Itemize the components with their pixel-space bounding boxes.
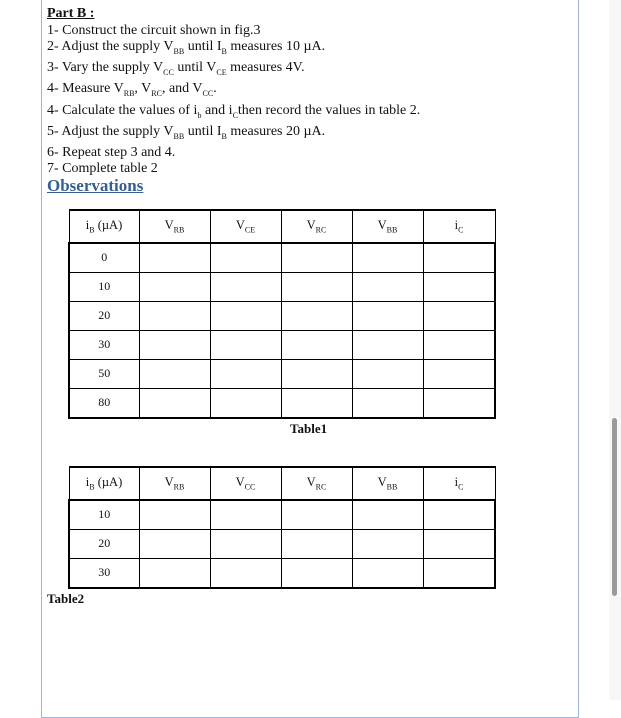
table-2-caption: Table2 [47, 591, 85, 606]
ib-value: 20 [69, 301, 139, 330]
table-cell[interactable] [210, 301, 281, 330]
table-cell[interactable] [423, 359, 495, 388]
step-4: 4- Measure $V_{RB}$, $V_{RC}$, and $V_{CC}$. [47, 81, 217, 99]
table-cell[interactable] [210, 529, 281, 558]
table-cell[interactable] [352, 558, 423, 588]
table-cell[interactable] [352, 301, 423, 330]
ib-value: 80 [69, 388, 139, 418]
step-5: 5- Adjust the supply $V_{BB}$ until $I_B$ measures 20 µA. [47, 123, 326, 141]
table-row [69, 243, 495, 272]
table-cell[interactable] [352, 272, 423, 301]
table-cell[interactable] [423, 388, 495, 418]
table-row [69, 558, 495, 588]
table-2-header-row [69, 467, 495, 500]
step-6: 6- Repeat step 3 and 4. [47, 144, 176, 160]
table-row [69, 500, 495, 529]
table-cell[interactable] [423, 243, 495, 272]
table-row [69, 272, 495, 301]
table-cell[interactable] [139, 500, 210, 529]
table-cell[interactable] [139, 529, 210, 558]
col-header-ic: $i_C$ [423, 467, 495, 500]
table-cell[interactable] [139, 359, 210, 388]
table-cell[interactable] [210, 388, 281, 418]
table-cell[interactable] [210, 500, 281, 529]
step-2: 2- Adjust the supply $V_{BB}$ until $I_B$ measures 10 µA. [47, 39, 326, 57]
part-b-title: Part B : [47, 6, 95, 21]
table-row [69, 301, 495, 330]
scrollbar-track[interactable] [609, 0, 621, 700]
table-cell[interactable] [210, 272, 281, 301]
table-1-caption: Table1 [290, 421, 328, 436]
table-cell[interactable] [352, 330, 423, 359]
table-cell[interactable] [423, 330, 495, 359]
ib-value: 20 [69, 529, 139, 558]
table-cell[interactable] [352, 500, 423, 529]
table-cell[interactable] [210, 359, 281, 388]
table-cell[interactable] [139, 272, 210, 301]
step-1: 1- Construct the circuit shown in fig.3 [47, 23, 261, 38]
ib-value: 10 [69, 500, 139, 529]
col-header-vcc: $V_{CC}$ [210, 467, 281, 500]
ib-value: 30 [69, 330, 139, 359]
table-1-header-row [69, 210, 495, 243]
scrollbar-thumb[interactable] [612, 418, 617, 596]
table-cell[interactable] [139, 388, 210, 418]
table-cell[interactable] [423, 301, 495, 330]
steps-list [47, 23, 420, 177]
table-cell[interactable] [281, 359, 352, 388]
table-cell[interactable] [423, 500, 495, 529]
col-header-vrc: $V_{RC}$ [281, 210, 352, 243]
table-1 [68, 209, 496, 419]
step-4b: 4- Calculate the values of $i_b$ and $i_Cthen$ record the values in table 2. [47, 102, 421, 120]
col-header-vbb: $V_{BB}$ [352, 210, 423, 243]
ib-value: 0 [69, 243, 139, 272]
table-cell[interactable] [281, 272, 352, 301]
col-header-ib: $i_B$ (µA) [69, 210, 139, 243]
col-header-vrb: $V_{RB}$ [139, 467, 210, 500]
table-cell[interactable] [210, 243, 281, 272]
table-2 [68, 466, 496, 589]
table-cell[interactable] [139, 558, 210, 588]
table-cell[interactable] [210, 558, 281, 588]
table-cell[interactable] [139, 243, 210, 272]
table-cell[interactable] [423, 558, 495, 588]
table-cell[interactable] [139, 301, 210, 330]
ib-value: 10 [69, 272, 139, 301]
col-header-vrc: $V_{RC}$ [281, 467, 352, 500]
table-cell[interactable] [423, 529, 495, 558]
table-cell[interactable] [352, 529, 423, 558]
table-cell[interactable] [352, 388, 423, 418]
table-cell[interactable] [423, 272, 495, 301]
table-cell[interactable] [281, 330, 352, 359]
table-cell[interactable] [139, 330, 210, 359]
col-header-ib: $i_B$ (µA) [69, 467, 139, 500]
table-row [69, 330, 495, 359]
table-cell[interactable] [210, 330, 281, 359]
table-cell[interactable] [281, 500, 352, 529]
table-cell[interactable] [281, 388, 352, 418]
step-7: 7- Complete table 2 [47, 161, 158, 177]
table-row [69, 529, 495, 558]
col-header-ic: $i_C$ [423, 210, 495, 243]
table-row [69, 359, 495, 388]
table-cell[interactable] [281, 529, 352, 558]
ib-value: 30 [69, 558, 139, 588]
col-header-vce: $V_{CE}$ [210, 210, 281, 243]
table-cell[interactable] [352, 243, 423, 272]
step-3: 3- Vary the supply $V_{CC}$ until $V_{CE}$ measures 4V. [47, 60, 305, 78]
table-cell[interactable] [281, 558, 352, 588]
col-header-vrb: $V_{RB}$ [139, 210, 210, 243]
table-cell[interactable] [281, 301, 352, 330]
observations-heading: Observations [47, 176, 144, 195]
table-cell[interactable] [352, 359, 423, 388]
table-row [69, 388, 495, 418]
col-header-vbb: $V_{BB}$ [352, 467, 423, 500]
table-cell[interactable] [281, 243, 352, 272]
ib-value: 50 [69, 359, 139, 388]
